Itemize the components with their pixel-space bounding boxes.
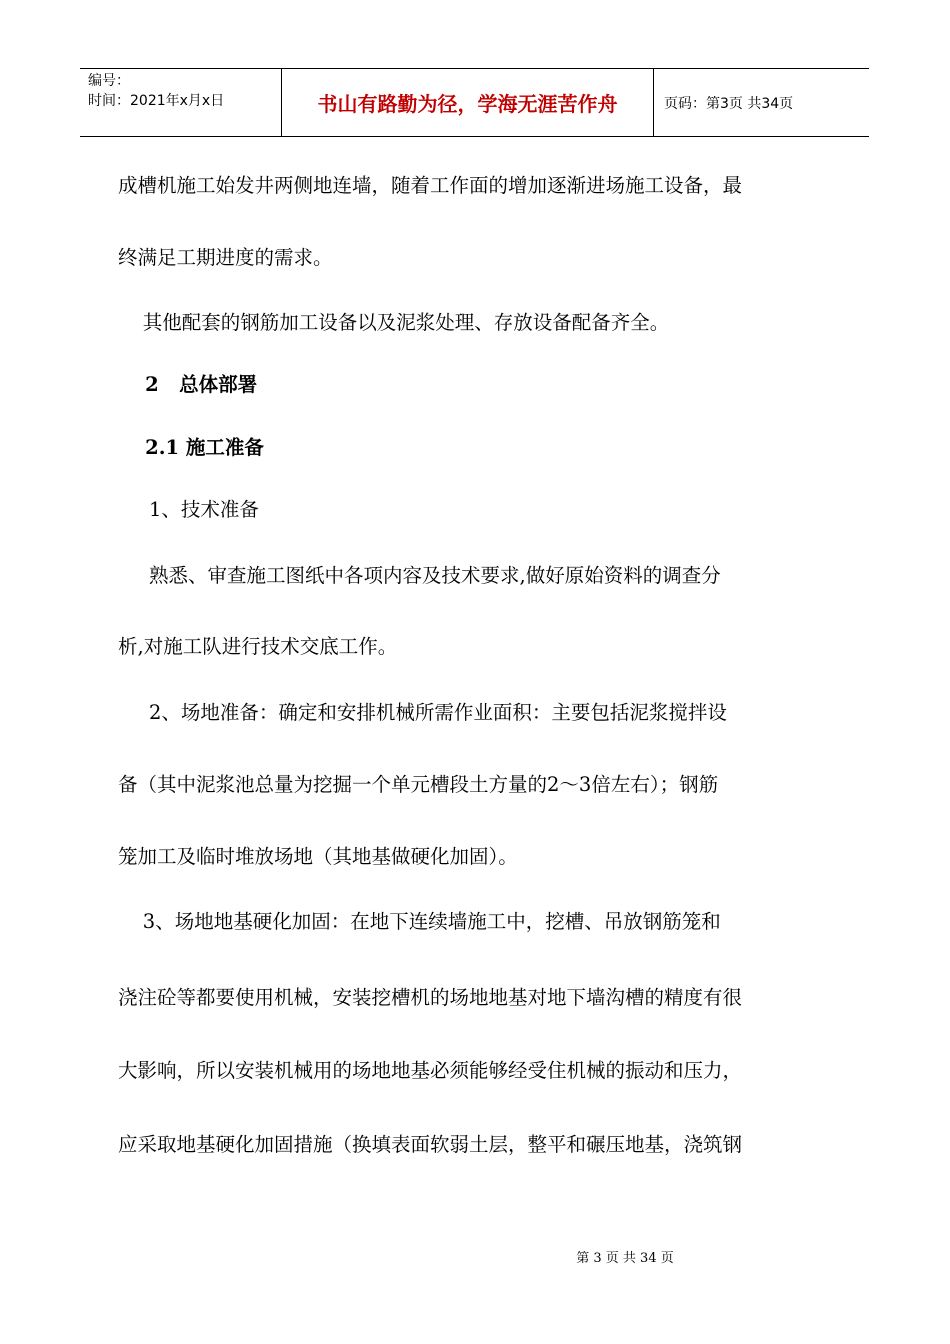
body-line-8: 析,对施工队进行技术交底工作。 (118, 635, 398, 658)
date-label: 时间：2021年x月x日 (88, 93, 225, 109)
section-heading-2: 2 总体部署 (118, 373, 258, 396)
section-heading-2-1: 2.1 施工准备 (118, 436, 264, 459)
number-label: 编号： (88, 73, 130, 89)
body-line-3: 其他配套的钢筋加工设备以及泥浆处理、存放设备配备齐全。 (118, 311, 670, 334)
body-line-15: 应采取地基硬化加固措施（换填表面软弱土层，整平和碾压地基，浇筑钢 (118, 1133, 743, 1156)
page-header (80, 68, 869, 137)
footer-page-number: 第 3 页 共 34 页 (576, 1251, 674, 1266)
body-line-11: 笼加工及临时堆放场地（其地基做硬化加固）。 (118, 845, 518, 868)
body-line-13: 浇注砼等都要使用机械，安装挖槽机的场地地基对地下墙沟槽的精度有很 (118, 986, 743, 1009)
body-line-6: 1、技术准备 (118, 498, 259, 521)
body-line-12: 3、场地地基硬化加固：在地下连续墙施工中，挖槽、吊放钢筋笼和 (118, 910, 721, 933)
body-line-14: 大影响，所以安装机械用的场地地基必须能够经受住机械的振动和压力， (118, 1059, 743, 1082)
body-line-1: 成槽机施工始发井两侧地连墙，随着工作面的增加逐渐进场施工设备，最 (118, 174, 743, 197)
page-label: 页码：第3页 共34页 (664, 95, 794, 112)
page-footer (0, 1247, 950, 1266)
body-line-2: 终满足工期进度的需求。 (118, 246, 333, 269)
body-line-7: 熟悉、审查施工图纸中各项内容及技术要求,做好原始资料的调查分 (118, 564, 721, 587)
motto: 书山有路勤为径，学海无涯苦作舟 (281, 69, 654, 136)
header-left-cell (80, 69, 281, 136)
body-line-10: 备（其中泥浆池总量为挖掘一个单元槽段土方量的2～3倍左右）；钢筋 (118, 773, 719, 796)
body-line-9: 2、场地准备：确定和安排机械所需作业面积：主要包括泥浆搅拌设 (118, 701, 727, 724)
